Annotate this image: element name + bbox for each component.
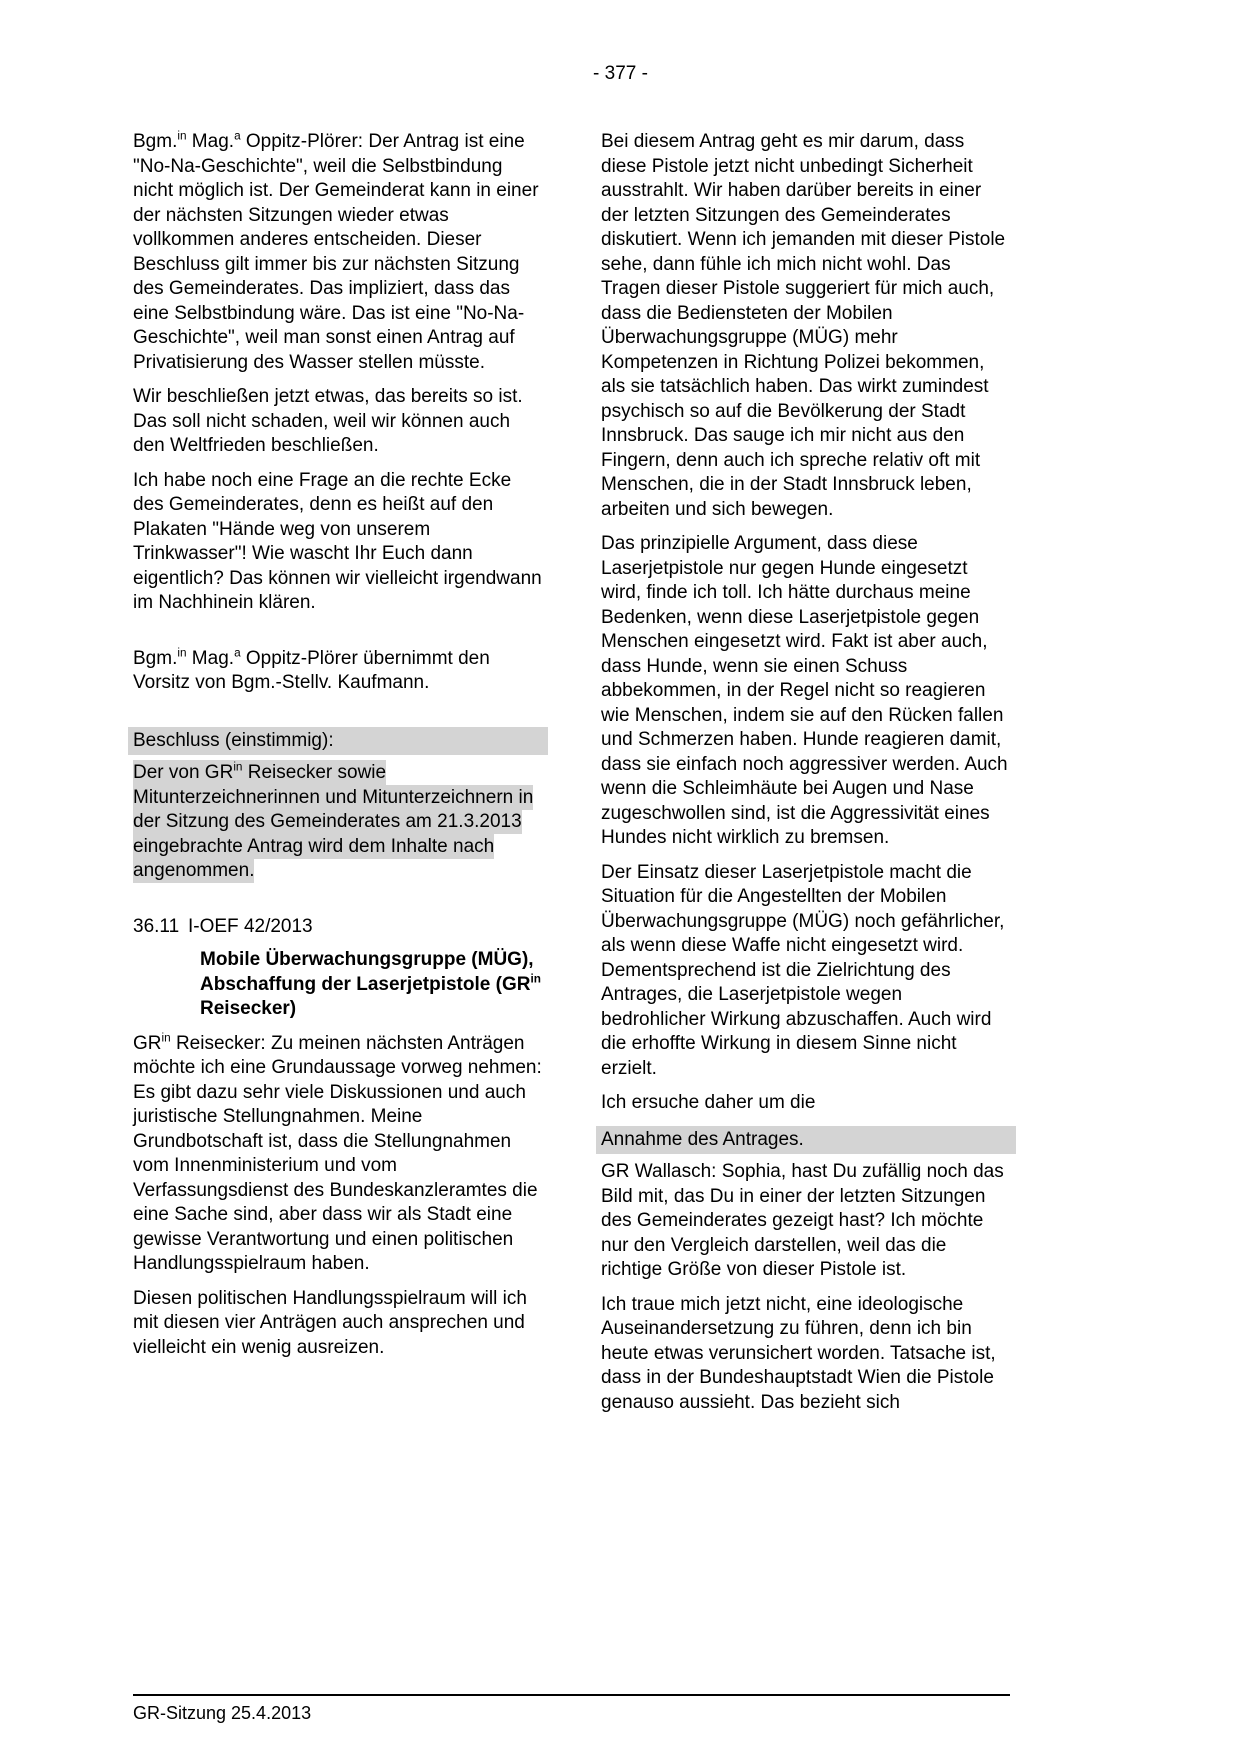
paragraph [601,1091,1011,1116]
superscript: a [234,646,241,660]
agenda-item-number: 36.11 [133,915,180,937]
text-run: Der Einsatz dieser Laserjetpistole macht die Situation für die Angestellten der Mobilen Überwachungsgruppe (MÜG) noch gefährlicher, als wenn diese Waffe nicht eingesetzt wird. Dementsprechend ist die Zielrichtung des Antrages, die Laserjetpistole wegen bedrohlicher Wirkung abzuschaffen. Auch wird die erhoffte Wirkung in diesem Sinne nicht erzielt. [601,861,1005,1079]
superscript: in [177,646,187,660]
paragraph [133,130,543,375]
text-run: Diesen politischen Handlungsspielraum will ich mit diesen vier Anträgen auch ansprechen und vielleicht ein wenig ausreizen. [133,1287,527,1358]
text-run: GR Wallasch: Sophia, hast Du zufällig noch das Bild mit, das Du in einer der letzten Sitzungen des Gemeinderates gezeigt hast? Ich möchte nur den Vergleich darstellen, weil das die richtige Größe von dieser Pistole ist. [601,1161,1004,1280]
paragraph [601,861,1011,1082]
text-run: Das prinzipielle Argument, dass diese Laserjetpistole nur gegen Hunde eingesetzt wird, finde ich toll. Ich hätte durchaus meine Bedenken, wenn diese Laserjetpistole gegen Menschen eingesetzt wird. Fakt ist aber auch, dass Hunde, wenn sie einen Schuss abbekommen, in der Regel nicht so reagieren wie Menschen, indem sie auf den Rücken fallen und Schmerzen haben. Hunde reagieren damit, dass sie einfach noch aggressiver werden. Auch wenn die Schleimhäute bei Augen und Nase zugeschwollen sind, ist die Aggressivität eines Hundes nicht wirklich zu bremsen. [601,533,1008,848]
agenda-item-head [133,915,543,940]
text-run: Bgm.$^{in}$ Mag.$^a$ Oppitz-Plörer: Der Antrag ist eine "No-Na-Geschichte", weil die Selbstbindung nicht möglich ist. Der Gemeinderat kann in einer der nächsten Sitzungen wieder etwas vollkommen anderes entscheiden. Dieser Beschluss gilt immer bis zur nächsten Sitzung des Gemeinderates. Das impliziert, dass das eine Selbstbindung wäre. Das ist eine "No-Na-Geschichte", weil man sonst einen Antrag auf Privatisierung des Wasser stellen müsste. [133,129,539,373]
text-run: Beschluss (einstimmig): [133,729,334,751]
paragraph [133,1032,543,1277]
right-column [601,130,1011,1425]
text-columns [133,130,1011,1425]
text-run: Der von $GR^{in}$ Reisecker sowie Mitunterzeichnerinnen und Mitunterzeichnern in der Sitzung des Gemeinderates am 21.3.2013 eingebrachte Antrag wird dem Inhalte nach angenommen. [133,760,534,881]
highlighted-paragraph [133,761,543,884]
superscript: a [234,129,241,143]
footer-rule [133,1694,1010,1696]
paragraph [601,1160,1011,1283]
text-run: $GR^{in}$ Reisecker: Zu meinen nächsten Anträgen möchte ich eine Grundaussage vorweg nehmen: Es gibt dazu sehr viele Diskussionen und auch juristische Stellungnahmen. Meine Grundbotschaft ist, dass die Stellungnahmen vom Innenministerium und vom Verfassungsdienst des Bundeskanzleramtes die eine Sache sind, aber dass wir als Stadt eine gewisse Verantwortung und einen politischen Handlungsspielraum haben. [133,1031,542,1274]
text-run: Ich habe noch eine Frage an die rechte Ecke des Gemeinderates, denn es heißt auf den Plakaten "Hände weg von unserem Trinkwasser"! Wie wascht Ihr Euch dann eigentlich? Das können wir vielleicht irgendwann im Nachhinein klären. [133,469,542,613]
text-run: Annahme des Antrages. [601,1128,804,1150]
text-run: Wir beschließen jetzt etwas, das bereits so ist. Das soll nicht schaden, weil wir können auch den Weltfrieden beschließen. [133,386,523,456]
text-run: Ich traue mich jetzt nicht, eine ideologische Auseinandersetzung zu führen, denn ich bin heute etwas verunsichert worden. Tatsache ist, dass in der Bundeshauptstadt Wien die Pistole genauso aussieht. Das bezieht sich [601,1293,996,1413]
page-number: - 377 - [593,63,648,84]
superscript: in [177,129,187,143]
superscript: in [233,760,243,774]
paragraph [601,532,1011,851]
paragraph [133,647,543,696]
text-run: Ich ersuche daher um die [601,1092,816,1113]
superscript: in [161,1031,171,1045]
paragraph [133,385,543,459]
left-column [133,130,543,1425]
paragraph [133,469,543,616]
text-run: Bgm.$^{in}$ Mag.$^a$ Oppitz-Plörer übernimmt den Vorsitz von Bgm.-Stellv. Kaufmann. [133,646,490,693]
agenda-item-title [200,948,543,1022]
highlighted-heading [128,727,548,756]
agenda-item-code: I-OEF 42/2013 [188,915,313,937]
paragraph [601,130,1011,522]
footer-text: GR-Sitzung 25.4.2013 [133,1703,312,1723]
superscript: in [530,972,541,986]
text-run: Bei diesem Antrag geht es mir darum, dass diese Pistole jetzt nicht unbedingt Sicherheit ausstrahlt. Wir haben darüber bereits in einer der letzten Sitzungen des Gemeinderates diskutiert. Wenn ich jemanden mit dieser Pistole sehe, dann fühle ich mich nicht wohl. Das Tragen dieser Pistole suggeriert für mich auch, dass die Bediensteten der Mobilen Überwachungsgruppe (MÜG) mehr Kompetenzen in Richtung Polizei bekommen, als sie tatsächlich haben. Das wirkt zumindest psychisch so auf die Bevölkerung der Stadt Innsbruck. Das sauge ich mir nicht aus den Fingern, denn auch ich spreche relativ oft mit Menschen, die in der Stadt Innsbruck leben, arbeiten und sich bewegen. [601,131,1006,520]
paragraph [601,1293,1011,1416]
text-run: Mobile Überwachungsgruppe (MÜG), Abschaffung der Laserjetpistole ($GR^{in}$ Reisecker) [200,949,541,1019]
paragraph [133,1287,543,1361]
page-footer [133,1694,1010,1726]
highlighted-heading [596,1126,1016,1155]
